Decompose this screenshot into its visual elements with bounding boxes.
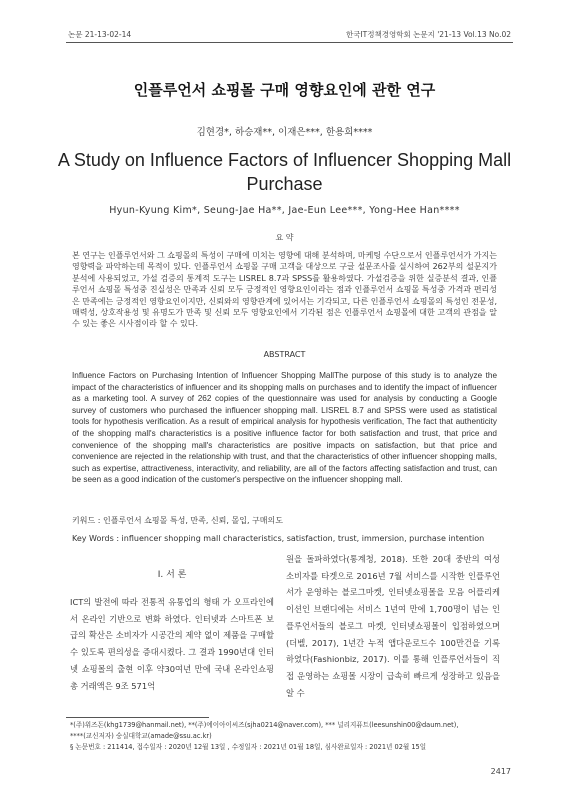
authors-english: Hyun-Kyung Kim*, Seung-Jae Ha**, Jae-Eun Lee***, Yong-Hee Han****: [109, 205, 460, 216]
header-journal-info: 한국IT정책경영학회 논문지 '21-13 Vol.13 No.02: [345, 30, 511, 39]
footnote-corresponding: ****(교신저자) 숭실대학교(amade@ssu.ac.kr): [70, 732, 212, 740]
abstract-en-heading: ABSTRACT: [263, 350, 306, 359]
header-rule: [66, 42, 513, 43]
intro-left-column: ICT의 발전에 따라 전통적 유통업의 형태 가 오프라인에서 온라인 기반으로 변화 하였다. 인터넷과 스마트폰 보급의 확산은 소비자가 시공간의 제약 없이 제품을 구매할 수 있도록 편의성을 증대시켰다. 그 결과 1990년대 인터넷 쇼핑몰의 출현 이후 약30여년 만에 국내 온라인쇼핑 총 거래액은 9조 571억: [70, 597, 274, 691]
intro-right-column: 원을 돌파하였다(통계청, 2018). 또한 20대 중반의 여성 소비자를 타겟으로 2016년 7월 서비스를 시작한 인플루언서가 운영하는 블로그마켓, 인터넷쇼핑몰을 모음 어플리케이션인 브랜디에는 서비스 1년여 만에 1,700명이 넘는 인플루언서들의 블로그 마켓, 인터넷쇼핑몰이 입점하였으며 (더벨, 2017), 1년간 누적 앱다운로드수 100만건을 기록하였다(Fashionbiz, 2017). 이를 통해 인플루언서들이 직접 운영하는 쇼핑몰 시장이 급속히 빠르게 성장하고 있음을 알 수: [286, 554, 500, 698]
abstract-ko-heading: 요 약: [275, 233, 294, 242]
authors-korean: 김현경*, 하승재**, 이재은***, 한용희****: [196, 127, 373, 138]
keywords-english: Key Words : influencer shopping mall characteristics, satisfaction, trust, immersion, purchase intention: [72, 534, 485, 543]
header-paper-id: 논문 21-13-02-14: [68, 30, 132, 39]
title-korean: 인플루언서 쇼핑몰 구매 영향요인에 관한 연구: [133, 81, 436, 99]
footnote-rule: [66, 717, 209, 718]
page-number: 2417: [490, 767, 511, 776]
abstract-en-body: Influence Factors on Purchasing Intention of Influencer Shopping MallThe purpose of this study is to analyze the impact of the characteristics of influencer and its shopping malls on purchases and to identify the impact of influencer as a marketing tool. A survey of 262 copies of the questionnaire was used for analysis by conducting a Google survey of customers who purchased the influencer shopping mall. LISREL 8.7 and SPSS were used as statistical tools for hypothesis verification. As a result of empirical analysis for hypothesis verification, The fact that authenticity of the shopping mall's characteristics is a positive influence factor for both satisfaction and trust, that price and convenience of the shopping mall's characteristics are positive impacts on satisfaction, but that price and convenience are rejected in the relationship with trust, and that the characteristics of other influencer shopping malls, such as expertise, attractiveness, interactivity, and reliability, are all of the factors affecting satisfaction and trust, can be seen as a good indication of the customer's perspective on the influencer shopping mall.: [72, 371, 497, 485]
keywords-korean: 키워드 : 인플루언서 쇼핑몰 특성, 만족, 신뢰, 몰입, 구매의도: [72, 516, 283, 525]
intro-heading: Ⅰ. 서 론: [157, 570, 187, 580]
title-english: A Study on Influence Factors of Influencer Shopping Mall Purchase: [57, 150, 512, 194]
abstract-ko-body: 본 연구는 인플루언서와 그 쇼핑몰의 특성이 구매에 미치는 영향에 대해 분석하며, 마케팅 수단으로서 인플루언서가 가지는 영향력을 파악하는데 목적이 있다. 인플루언서 쇼핑몰 구매 고객을 대상으로 구글 설문조사를 실시하여 262부의 설문지가 분석에 사용되었고, 가설 검증의 통계적 도구는 LISREL 8.7과 SPSS를 활용하였다. 가설검증을 위한 실증분석 결과, 인플루언서 쇼핑몰 특성중 진실성은 만족과 신뢰 모두 긍정적인 영향요인이라는 점과 인플루언서 쇼핑몰 특성중 가격과 편리성은 만족에는 긍정적인 영향요인이지만, 신뢰와의 영향관계에 있어서는 기각되고, 다른 인플루언서 쇼핑몰의 특성인 전문성, 매력성, 상호작용성 및 유명도가 만족 및 신뢰 모두 영향요인에서 기각된 점은 인플루언서 쇼핑몰에 대한 고객의 관점을 알 수 있는 좋은 시사점이라 할 수 있다.: [72, 251, 497, 329]
footnote-affiliations: *(주)위즈돈(khg1739@hanmail.net), **(주)에이아이씨즈(sjha0214@naver.com), *** 널리지퓨트(leesunshin00@daum.net),: [70, 721, 459, 729]
footnote-submission: § 논문번호 : 211414, 접수일자 : 2020년 12월 13일 , 수정일자 : 2021년 01월 18일, 심사완료일자 : 2021년 02월 15일: [70, 743, 427, 751]
